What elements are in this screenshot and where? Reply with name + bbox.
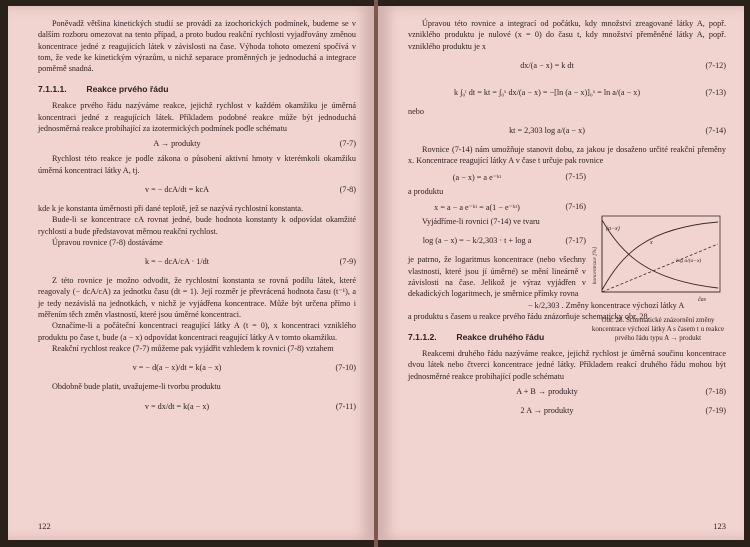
- paragraph: Bude-li se koncentrace cA rovnat jedné, bude hodnota konstanty k odpovídat okamžité rychlosti a bude představovat měrnou reakční rychlost.: [38, 215, 356, 236]
- section-number: 7.1.1.1.: [38, 84, 67, 95]
- equation-7-12: [408, 52, 726, 79]
- equation-body: A → produkty: [153, 139, 201, 149]
- paragraph: nebo: [408, 106, 424, 116]
- paragraph: − k/2,303 . Změny koncentrace výchozí látky A: [528, 300, 685, 310]
- paragraph: Reakční rychlost reakce (7-7) můžeme pak vyjádřit vzhledem k rovnici (7-8) vztahem: [52, 343, 334, 353]
- section-number: 7.1.1.2.: [408, 332, 437, 343]
- equation-7-11: [38, 393, 356, 420]
- equation-number: (7-12): [705, 60, 726, 70]
- equation-7-9: [38, 248, 356, 275]
- equation-7-19: [408, 401, 726, 420]
- equation-number: (7-18): [705, 387, 726, 397]
- page-number: 122: [38, 521, 51, 531]
- curve-log-ratio: [602, 244, 718, 292]
- paragraph: Rovnice (7-14) nám umožňuje stanovit dobu, za jakou je dosaženo určité reakční přeměny x. Koncentrace reagující látky A v čase t určuje pak rovnice: [408, 145, 726, 166]
- section-title: Reakce druhého řádu: [456, 332, 545, 343]
- equation-number: (7-15): [565, 171, 586, 181]
- paragraph: Reakce prvého řádu nazýváme reakce, jejichž rychlost v každém okamžiku je úměrná koncentraci jedné z reagujících látek. Příkladem podobné reakce může být jednoduchá jednosměrná reakce probíhající za izotermických podmínek podle schématu: [38, 101, 356, 134]
- section-title: Reakce prvého řádu: [86, 84, 169, 95]
- paragraph: Úpravou této rovnice a integrací od počátku, kdy množství zreagované látky A, popř. vzniklého produktu je nulové (x = 0) do času t, kdy množství přeměněné látky A, popř. vzniklého produktu je x: [408, 19, 726, 51]
- equation-body: k ∫₀ᵗ dt = kt = ∫₀ˣ dx/(a − x) = −[ln (a − x)]₀ˣ = ln a/(a − x): [453, 87, 641, 97]
- figure-28-concentration-graph: [592, 214, 724, 304]
- paragraph: kde k je konstanta úměrnosti při dané teplotě, jež se nazývá rychlostní konstanta.: [38, 203, 304, 213]
- equation-body: log (a − x) = − k/2,303 · t + log a: [422, 236, 532, 246]
- equation-number: (7-7): [339, 139, 356, 149]
- page-number: 123: [713, 521, 726, 531]
- equation-number: (7-17): [565, 236, 586, 246]
- equation-7-16: [408, 197, 586, 216]
- equation-number: (7-14): [705, 126, 726, 136]
- curve-label-product: x: [650, 240, 653, 246]
- section-heading-first-order: [38, 84, 356, 94]
- equation-body: v = − d(a − x)/dt = k(a − x): [132, 363, 222, 373]
- equation-7-14: [408, 117, 726, 144]
- equation-7-13: [408, 79, 726, 106]
- y-axis-label: koncentrace [%]: [592, 246, 598, 284]
- paragraph: a produktu s časem u reakce prvého řádu znázorňuje schematicky obr. 28.: [408, 311, 650, 321]
- paragraph: Vyjádříme-li rovnici (7-14) ve tvaru: [422, 217, 540, 227]
- curve-label-reactant: (a−x): [606, 226, 620, 232]
- x-axis-label: čas: [698, 297, 706, 303]
- equation-body: k = − dcA/cA · 1/dt: [144, 257, 210, 267]
- paragraph: Z této rovnice je možno odvodit, že rychlostní konstanta se rovná podílu látek, které reagovaly (− dcA/cA) za jednotku času (dt = 1). Její rozměr je převrácená hodnota času (t⁻¹), a je tedy nezávislá na jednotkách, v nichž je vyjádřena koncentrace. Může být určena přímo i měřením těch změn vlastností, které jsou úměrné koncentraci.: [38, 276, 356, 320]
- equation-body: dx/(a − x) = k dt: [520, 60, 574, 70]
- equation-7-15: [408, 167, 586, 186]
- figure-caption: Obr. 28. Schematické znázornění změny koncentrace výchozí látky A s časem t u reakce prvého řádu typu A → produkt: [591, 316, 725, 342]
- equation-7-17: [408, 227, 586, 254]
- equation-body: (a − x) = a e⁻ᵏᵗ: [452, 172, 502, 182]
- equation-number: (7-8): [339, 184, 356, 194]
- paragraph: Obdobně bude platit, uvažujeme-li tvorbu produktu: [52, 382, 221, 392]
- equation-body: 2 A → produkty: [520, 406, 574, 416]
- figure-wrapped-text: [408, 167, 586, 300]
- equation-number: (7-19): [705, 406, 726, 416]
- equation-number: (7-9): [339, 257, 356, 267]
- equation-7-18: [408, 382, 726, 401]
- equation-7-7: [38, 134, 356, 153]
- equation-number: (7-11): [335, 401, 356, 411]
- equation-number: (7-16): [565, 202, 586, 212]
- equation-body: A + B → produkty: [516, 387, 578, 397]
- left-page: [8, 6, 374, 540]
- paragraph: Reakcemi druhého řádu nazýváme reakce, jejichž rychlost je úměrná součinu koncentrace dvou látek nebo čtverci koncentrace jedné látky. Příkladem reakcí druhého řádu mohou být jednosměrné reakce probíhající podle schématu: [408, 349, 726, 381]
- equation-body: v = − dcA/dt = kcA: [144, 184, 210, 194]
- paragraph: Úpravou rovnice (7-8) dostáváme: [52, 237, 163, 247]
- equation-body: v = dx/dt = k(a − x): [144, 401, 210, 411]
- curve-product: [602, 222, 718, 290]
- equation-number: (7-13): [705, 87, 726, 97]
- right-page: [378, 6, 744, 540]
- equation-7-8: [38, 176, 356, 203]
- equation-body: kt = 2,303 log a/(a − x): [509, 126, 585, 136]
- paragraph: Rychlost této reakce je podle zákona o působení aktivní hmoty v kterémkoli okamžiku úměrná koncentraci látky A, tj.: [38, 154, 356, 175]
- paragraph: a produktu: [408, 186, 444, 196]
- equation-number: (7-10): [335, 363, 356, 373]
- paragraph: je patrno, že logaritmus koncentrace (nebo všechny vlastnosti, které jsou jí úměrné) se mění lineárně v závislosti na čase. Jelikož je výraz vyjádřen v dekadických logaritmech, je směrnice přímky rovna: [408, 255, 586, 299]
- curve-label-log: log a/(a−x): [676, 258, 702, 264]
- equation-7-10: [38, 354, 356, 381]
- intro-paragraph: Poněvadž většina kinetických studií se provádí za izochorických podmínek, budeme se v dalším rozboru omezovat na tento případ, a proto budou reakční rychlosti vyjadřovány změnou koncentrace jedné z reagujících látek v závislosti na čase. Výhoda tohoto omezení spočívá v tom, že vede ke kinetickým výrazům, u nichž separace proměnných je jednoduchá a integrace poměrně snadná.: [38, 19, 356, 74]
- paragraph: Označíme-li a počáteční koncentraci reagující látky A (t = 0), x koncentraci vzniklého produktu po čase t, bude (a − x) odpovídat koncentraci reagující látky A v tomto okamžiku.: [38, 321, 356, 342]
- equation-body: x = a − a e⁻ᵏᵗ = a(1 − e⁻ᵏᵗ): [434, 203, 520, 213]
